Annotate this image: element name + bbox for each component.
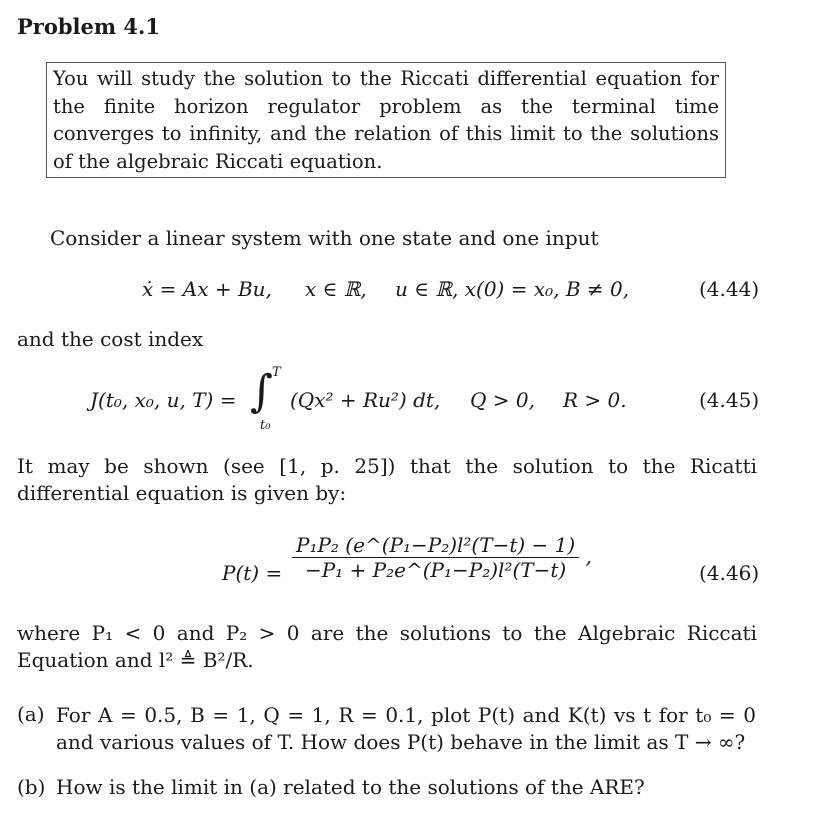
integral-sign: ∫ <box>250 366 273 417</box>
eq-4-44-cond1: x ∈ ℝ, <box>305 277 367 301</box>
integral-lower-limit: t₀ <box>260 418 271 433</box>
integral-upper-limit: T <box>272 365 281 380</box>
eq-4-44-number: (4.44) <box>699 277 760 301</box>
summary-box <box>46 62 726 178</box>
eq-4-44-lhs: ẋ = Ax + Bu, <box>142 277 272 301</box>
eq-4-45-cond1: Q > 0, <box>470 388 535 412</box>
item-a-label: (a) <box>17 702 45 726</box>
item-b-label: (b) <box>17 775 46 799</box>
eq-4-46-numerator: P₁P₂ (e^(P₁−P₂)l²(T−t) − 1) <box>292 533 579 558</box>
item-a-text: For A = 0.5, B = 1, Q = 1, R = 0.1, plot P(t) and K(t) vs t for t₀ = 0 and various values of T. How does P(t) behave in the limit as T → ∞? <box>56 703 756 754</box>
eq-4-45-integrand: (Qx² + Ru²) dt, <box>290 388 441 412</box>
item-b-text: How is the limit in (a) related to the solutions of the ARE? <box>56 775 645 799</box>
summary-text: You will study the solution to the Riccati differential equation for the finite horizon regulator problem as the terminal time converges to infinity, and the relation of this limit to the solutions of the algebraic Riccati equation. <box>53 67 719 173</box>
eq-4-46-fraction <box>292 533 579 582</box>
eq-4-45-lhs: J(t₀, x₀, u, T) = <box>90 388 237 412</box>
cost-text: and the cost index <box>17 327 204 351</box>
eq-4-46-number: (4.46) <box>699 561 760 585</box>
intro-text: Consider a linear system with one state and one input <box>50 226 599 250</box>
eq-4-45-number: (4.45) <box>699 388 760 412</box>
eq-4-45-cond2: R > 0. <box>563 388 627 412</box>
eq-4-46-tail: , <box>585 544 592 568</box>
eq-4-44-cond2: u ∈ ℝ, x(0) = x₀, B ≠ 0, <box>395 277 630 301</box>
where-text: where P₁ < 0 and P₂ > 0 are the solutions to the Algebraic Riccati Equation and l² ≜ B²/R. <box>17 621 757 672</box>
eq-4-46-denominator: −P₁ + P₂e^(P₁−P₂)l²(T−t) <box>304 558 567 582</box>
problem-title: Problem 4.1 <box>17 14 160 39</box>
shown-text: It may be shown (see [1, p. 25]) that the solution to the Ricatti differential equation is given by: <box>17 454 757 505</box>
eq-4-46-lhs: P(t) = <box>222 561 283 585</box>
